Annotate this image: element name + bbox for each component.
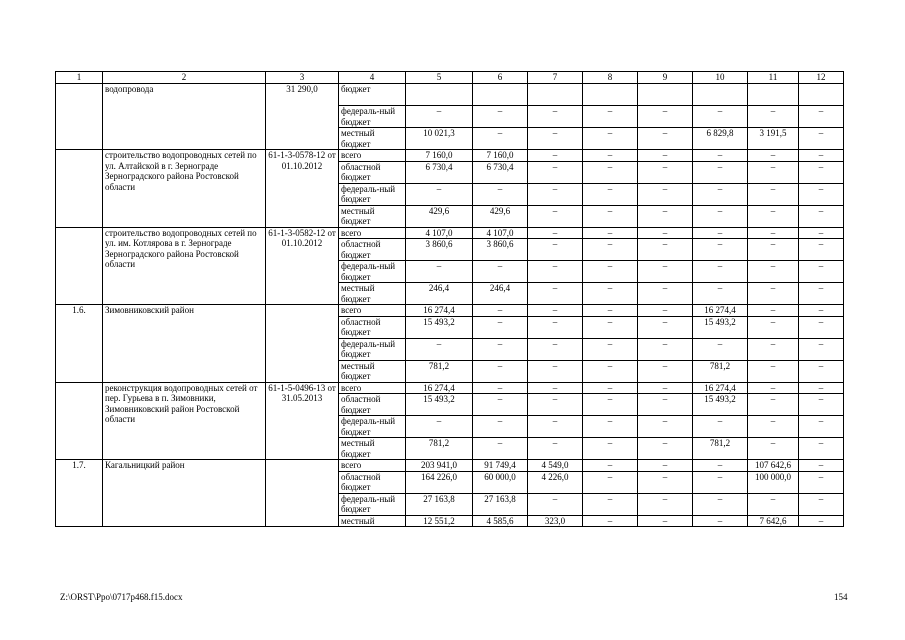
table-cell-col-4: всего [339,227,406,239]
table-cell-col-6: 4 585,6 [473,515,528,527]
table-cell-col-11: – [748,283,799,305]
table-cell-col-12: – [799,205,844,227]
table-cell-col-4: бюджет [339,84,406,106]
header-col-5: 5 [406,72,473,84]
table-cell-col-3 [266,305,339,383]
table-cell-col-6: 4 107,0 [473,227,528,239]
table-cell-col-5: 10 021,3 [406,128,473,150]
table-cell-col-11: – [748,183,799,205]
table-cell-col-12: – [799,227,844,239]
table-cell-col-7: – [528,338,583,360]
table-cell-col-2: строительство водопроводных сетей по ул. Алтайской в г. Зернограде Зерноградского района Ростовской области [103,150,266,228]
header-col-3: 3 [266,72,339,84]
table-cell-col-12: – [799,438,844,460]
table-row [56,382,844,394]
table-cell-col-12 [799,84,844,106]
table-cell-col-10: – [693,106,748,128]
table-cell-col-1: 1.7. [56,460,103,527]
header-row [56,72,844,84]
table-cell-col-9: – [638,150,693,162]
table-cell-col-5: 15 493,2 [406,394,473,416]
table-cell-col-7: – [528,360,583,382]
table-body [56,72,844,527]
table-cell-col-10: – [693,227,748,239]
header-col-10: 10 [693,72,748,84]
table-cell-col-8: – [583,438,638,460]
header-col-6: 6 [473,72,528,84]
table-cell-col-8: – [583,338,638,360]
table-cell-col-10: – [693,161,748,183]
table-cell-col-4: всего [339,460,406,472]
table-row [56,150,844,162]
table-cell-col-11: 3 191,5 [748,128,799,150]
table-cell-col-5: 16 274,4 [406,382,473,394]
table-cell-col-7: – [528,493,583,515]
table-cell-col-5: 27 163,8 [406,493,473,515]
table-cell-col-2: строительство водопроводных сетей по ул. им. Котлярова в г. Зернограде Зерноградского района Ростовской области [103,227,266,305]
table-row [56,227,844,239]
table-cell-col-10: 781,2 [693,438,748,460]
table-cell-col-11: – [748,416,799,438]
table-cell-col-11: – [748,261,799,283]
table-cell-col-10: – [693,261,748,283]
table-cell-col-5: – [406,416,473,438]
table-cell-col-8: – [583,394,638,416]
table-cell-col-12: – [799,316,844,338]
table-cell-col-3 [266,460,339,527]
table-cell-col-10: – [693,205,748,227]
table-cell-col-10: – [693,283,748,305]
table-cell-col-8: – [583,183,638,205]
table-cell-col-10: – [693,338,748,360]
table-cell-col-5: 203 941,0 [406,460,473,472]
table-row [56,84,844,106]
table-cell-col-8: – [583,150,638,162]
budget-table [55,71,844,527]
table-cell-col-8: – [583,416,638,438]
table-cell-col-7: – [528,316,583,338]
table-cell-col-12: – [799,183,844,205]
table-cell-col-5 [406,84,473,106]
table-cell-col-4: федераль-ный бюджет [339,338,406,360]
table-cell-col-4: местный бюджет [339,438,406,460]
table-cell-col-4: всего [339,382,406,394]
table-cell-col-4: местный бюджет [339,360,406,382]
table-cell-col-5: – [406,183,473,205]
table-cell-col-4: местный бюджет [339,205,406,227]
table-cell-col-8: – [583,382,638,394]
table-cell-col-9: – [638,261,693,283]
table-cell-col-6: 246,4 [473,283,528,305]
table-cell-col-4: местный [339,515,406,527]
footer-file-path: Z:\ORST\Ppo\0717p468.f15.docx [60,592,183,602]
table-cell-col-1 [56,84,103,150]
table-cell-col-9: – [638,438,693,460]
header-col-8: 8 [583,72,638,84]
table-cell-col-8: – [583,106,638,128]
table-cell-col-9: – [638,205,693,227]
table-cell-col-7: 4 549,0 [528,460,583,472]
table-cell-col-11 [748,84,799,106]
table-cell-col-5: 781,2 [406,360,473,382]
table-cell-col-7: – [528,239,583,261]
table-cell-col-8: – [583,493,638,515]
header-col-12: 12 [799,72,844,84]
table-cell-col-7: – [528,205,583,227]
table-cell-col-8: – [583,460,638,472]
table-cell-col-8: – [583,128,638,150]
table-cell-col-11: – [748,438,799,460]
table-cell-col-6: – [473,338,528,360]
table-cell-col-7: – [528,227,583,239]
table-cell-col-11: – [748,493,799,515]
table-cell-col-10: – [693,471,748,493]
table-cell-col-4: федераль-ный бюджет [339,106,406,128]
table-cell-col-8: – [583,239,638,261]
table-cell-col-6: 429,6 [473,205,528,227]
table-cell-col-4: федераль-ный бюджет [339,183,406,205]
table-cell-col-12: – [799,493,844,515]
table-cell-col-6: 3 860,6 [473,239,528,261]
table-cell-col-7: – [528,438,583,460]
table-cell-col-9: – [638,239,693,261]
table-cell-col-5: 4 107,0 [406,227,473,239]
table-cell-col-11: 7 642,6 [748,515,799,527]
table-cell-col-4: областной бюджет [339,161,406,183]
table-cell-col-10: 781,2 [693,360,748,382]
table-cell-col-7: – [528,394,583,416]
table-cell-col-3: 61-1-3-0578-12 от 01.10.2012 [266,150,339,228]
table-cell-col-7 [528,84,583,106]
table-cell-col-2: водопровода [103,84,266,150]
table-cell-col-9: – [638,227,693,239]
table-cell-col-6: – [473,261,528,283]
table-cell-col-4: всего [339,150,406,162]
table-cell-col-9: – [638,416,693,438]
table-cell-col-8: – [583,316,638,338]
table-cell-col-11: – [748,360,799,382]
table-cell-col-3: 61-1-5-0496-13 от 31.05.2013 [266,382,339,460]
table-cell-col-11: – [748,316,799,338]
table-cell-col-9: – [638,471,693,493]
table-cell-col-5: 15 493,2 [406,316,473,338]
table-cell-col-5: 781,2 [406,438,473,460]
table-cell-col-2: Зимовниковский район [103,305,266,383]
header-col-2: 2 [103,72,266,84]
table-cell-col-5: 246,4 [406,283,473,305]
table-cell-col-10: – [693,239,748,261]
table-cell-col-12: – [799,394,844,416]
table-cell-col-6 [473,84,528,106]
table-cell-col-4: местный бюджет [339,283,406,305]
table-cell-col-1 [56,382,103,460]
table-cell-col-10: – [693,150,748,162]
table-cell-col-12: – [799,416,844,438]
table-cell-col-7: 4 226,0 [528,471,583,493]
table-cell-col-9: – [638,382,693,394]
table-cell-col-9: – [638,360,693,382]
table-cell-col-7: – [528,305,583,317]
table-cell-col-9 [638,84,693,106]
table-cell-col-7: – [528,128,583,150]
table-cell-col-4: областной бюджет [339,316,406,338]
table-cell-col-5: 6 730,4 [406,161,473,183]
table-cell-col-11: – [748,106,799,128]
table-cell-col-10: 15 493,2 [693,394,748,416]
table-cell-col-11: – [748,150,799,162]
table-cell-col-12: – [799,305,844,317]
header-col-4: 4 [339,72,406,84]
table-cell-col-11: – [748,205,799,227]
table-cell-col-11: – [748,305,799,317]
table-cell-col-7: – [528,416,583,438]
table-cell-col-4: областной бюджет [339,239,406,261]
table-cell-col-6: 6 730,4 [473,161,528,183]
table-cell-col-9: – [638,515,693,527]
header-col-9: 9 [638,72,693,84]
table-cell-col-2: реконструкция водопроводных сетей от пер. Гурьева в п. Зимовники, Зимовниковский район Ростовской области [103,382,266,460]
table-cell-col-6: – [473,128,528,150]
table-cell-col-12: – [799,150,844,162]
table-cell-col-12: – [799,382,844,394]
table-cell-col-11: 100 000,0 [748,471,799,493]
header-col-1: 1 [56,72,103,84]
table-cell-col-7: – [528,283,583,305]
table-cell-col-5: 429,6 [406,205,473,227]
table-cell-col-9: – [638,394,693,416]
table-cell-col-9: – [638,283,693,305]
table-cell-col-1: 1.6. [56,305,103,383]
table-cell-col-11: – [748,239,799,261]
table-cell-col-11: – [748,227,799,239]
table-cell-col-9: – [638,128,693,150]
table-cell-col-5: 12 551,2 [406,515,473,527]
table-cell-col-6: – [473,394,528,416]
table-cell-col-6: 7 160,0 [473,150,528,162]
table-cell-col-5: – [406,261,473,283]
table-cell-col-6: 27 163,8 [473,493,528,515]
table-cell-col-8: – [583,471,638,493]
table-cell-col-11: 107 642,6 [748,460,799,472]
table-cell-col-10: 15 493,2 [693,316,748,338]
table-cell-col-1 [56,227,103,305]
table-cell-col-4: областной бюджет [339,394,406,416]
table-row [56,305,844,317]
table-cell-col-9: – [638,493,693,515]
table-cell-col-10 [693,84,748,106]
table-cell-col-7: – [528,382,583,394]
footer-page-number: 154 [834,592,848,602]
table-cell-col-6: – [473,416,528,438]
header-col-11: 11 [748,72,799,84]
table-cell-col-7: – [528,161,583,183]
table-cell-col-8: – [583,360,638,382]
table-cell-col-5: – [406,106,473,128]
table-cell-col-11: – [748,338,799,360]
table-cell-col-6: – [473,360,528,382]
table-cell-col-10: 6 829,8 [693,128,748,150]
table-cell-col-10: – [693,416,748,438]
table-cell-col-8: – [583,515,638,527]
table-cell-col-8: – [583,283,638,305]
table-cell-col-8 [583,84,638,106]
table-row [56,460,844,472]
table-cell-col-4: всего [339,305,406,317]
table-cell-col-10: – [693,183,748,205]
table-cell-col-6: 91 749,4 [473,460,528,472]
table-cell-col-6: – [473,183,528,205]
table-cell-col-5: 7 160,0 [406,150,473,162]
table-cell-col-1 [56,150,103,228]
header-col-7: 7 [528,72,583,84]
table-cell-col-11: – [748,161,799,183]
table-cell-col-10: – [693,515,748,527]
table-cell-col-12: – [799,471,844,493]
table-cell-col-9: – [638,161,693,183]
table-cell-col-7: – [528,106,583,128]
table-cell-col-12: – [799,283,844,305]
table-cell-col-8: – [583,205,638,227]
table-cell-col-12: – [799,515,844,527]
table-cell-col-12: – [799,161,844,183]
table-cell-col-7: – [528,150,583,162]
table-cell-col-9: – [638,305,693,317]
table-cell-col-6: – [473,305,528,317]
table-cell-col-12: – [799,360,844,382]
table-cell-col-12: – [799,261,844,283]
table-cell-col-10: – [693,493,748,515]
table-cell-col-10: 16 274,4 [693,305,748,317]
table-cell-col-4: федераль-ный бюджет [339,493,406,515]
table-cell-col-5: 16 274,4 [406,305,473,317]
table-cell-col-8: – [583,305,638,317]
table-cell-col-12: – [799,128,844,150]
table-cell-col-8: – [583,161,638,183]
table-cell-col-12: – [799,460,844,472]
table-cell-col-10: 16 274,4 [693,382,748,394]
table-cell-col-12: – [799,338,844,360]
table-cell-col-12: – [799,239,844,261]
table-cell-col-12: – [799,106,844,128]
table-cell-col-4: областной бюджет [339,471,406,493]
table-cell-col-2: Кагальницкий район [103,460,266,527]
table-cell-col-7: – [528,261,583,283]
table-cell-col-4: федераль-ный бюджет [339,416,406,438]
table-cell-col-9: – [638,316,693,338]
table-cell-col-9: – [638,183,693,205]
table-cell-col-6: – [473,106,528,128]
table-cell-col-5: 164 226,0 [406,471,473,493]
table-cell-col-8: – [583,261,638,283]
table-cell-col-5: 3 860,6 [406,239,473,261]
table-cell-col-6: – [473,316,528,338]
table-cell-col-6: 60 000,0 [473,471,528,493]
table-cell-col-9: – [638,338,693,360]
table-cell-col-6: – [473,382,528,394]
table-cell-col-9: – [638,106,693,128]
table-cell-col-8: – [583,227,638,239]
table-cell-col-6: – [473,438,528,460]
table-cell-col-3: 61-1-3-0582-12 от 01.10.2012 [266,227,339,305]
table-cell-col-10: – [693,460,748,472]
table-cell-col-9: – [638,460,693,472]
table-cell-col-7: – [528,183,583,205]
table-cell-col-5: – [406,338,473,360]
table-cell-col-7: 323,0 [528,515,583,527]
table-cell-col-11: – [748,394,799,416]
table-cell-col-11: – [748,382,799,394]
table-cell-col-4: федераль-ный бюджет [339,261,406,283]
table-cell-col-4: местный бюджет [339,128,406,150]
table-cell-col-3: 31 290,0 [266,84,339,150]
